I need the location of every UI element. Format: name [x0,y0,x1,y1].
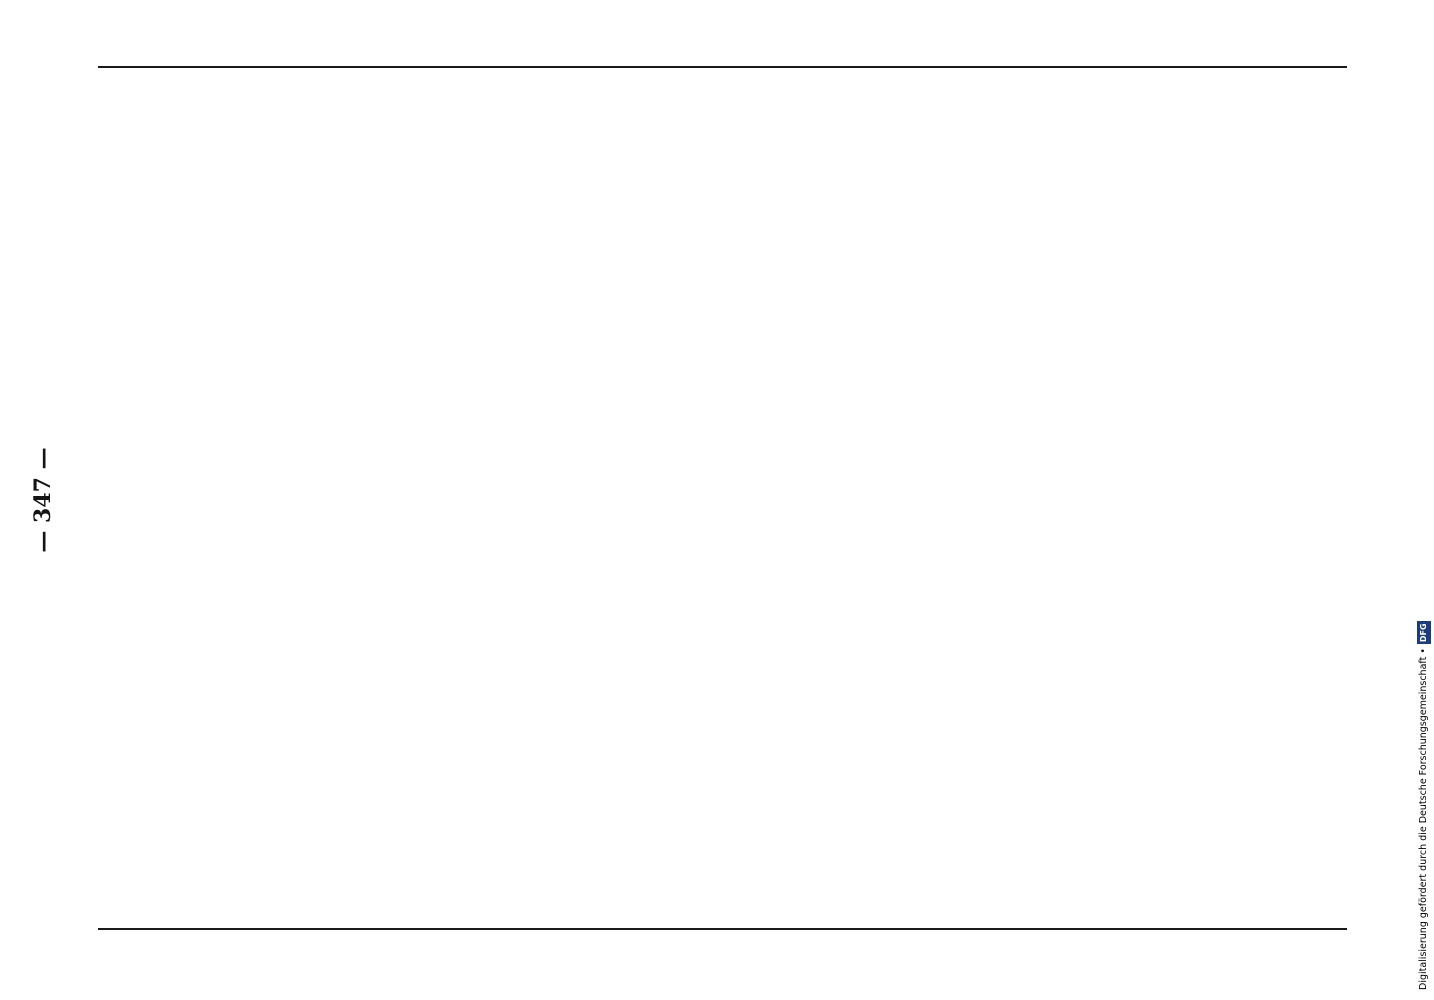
credit-text: Digitalisierung gefördert durch die Deutsche Forschungsgemeinschaft • [1418,648,1429,990]
rule-line [98,928,1347,930]
page-number: — 347 — [30,447,56,553]
dfg-logo: DFG [1417,621,1431,644]
digitization-credit [1417,10,1431,990]
rule-line [98,66,1347,68]
